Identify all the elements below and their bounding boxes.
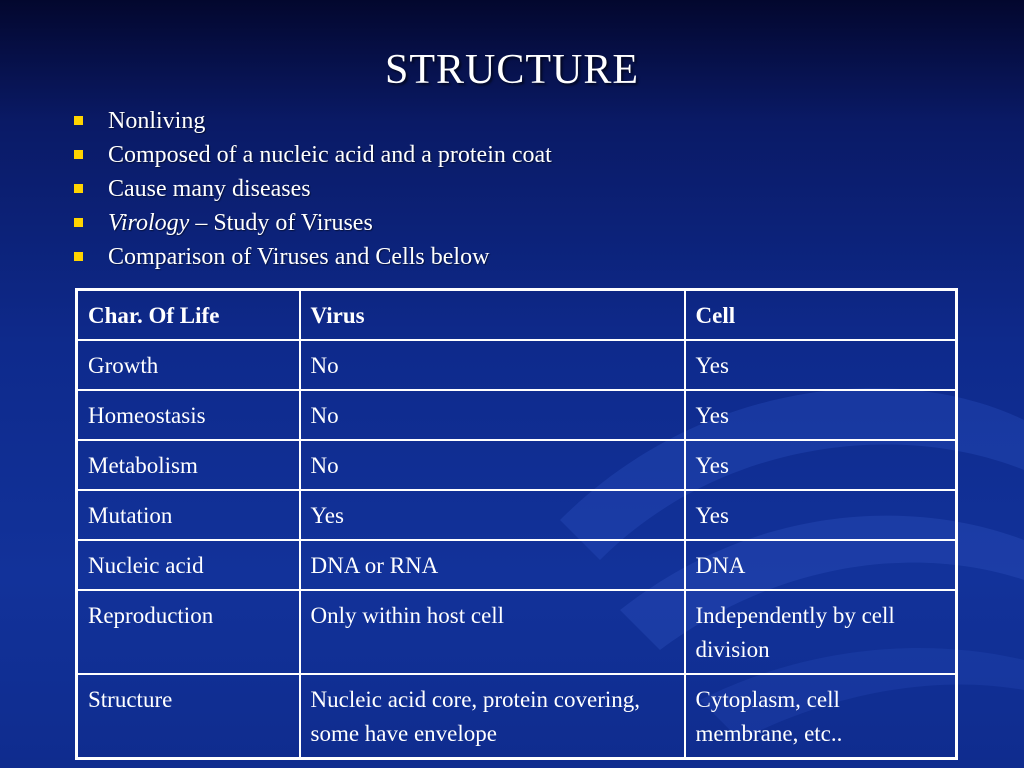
table-cell: Yes <box>685 440 957 490</box>
table-cell: Yes <box>685 390 957 440</box>
table-cell: Nucleic acid <box>77 540 300 590</box>
table-row <box>77 590 957 674</box>
table-cell: Reproduction <box>77 590 300 674</box>
table-row <box>77 490 957 540</box>
table-row <box>77 440 957 490</box>
bullet-text: – Study of Viruses <box>189 210 373 236</box>
table-cell: Growth <box>77 340 300 390</box>
bullet-list <box>72 104 972 274</box>
header-char-of-life: Char. Of Life <box>77 290 300 341</box>
bullet-term: Virology <box>108 210 190 236</box>
bullet-text: Comparison of Viruses and Cells below <box>108 244 490 270</box>
table-row <box>77 390 957 440</box>
table-cell: Cytoplasm, cell membrane, etc.. <box>685 674 957 759</box>
slide-title: STRUCTURE <box>384 47 640 93</box>
header-virus: Virus <box>300 290 685 341</box>
bullet-text: Nonliving <box>108 108 206 134</box>
bullet-item <box>72 172 972 206</box>
table-cell: No <box>300 390 685 440</box>
square-bullet-icon <box>74 116 83 125</box>
table-row <box>77 340 957 390</box>
table-cell: DNA <box>685 540 957 590</box>
bullet-item <box>72 240 972 274</box>
table-row <box>77 540 957 590</box>
table-cell: Mutation <box>77 490 300 540</box>
table-row <box>77 674 957 759</box>
header-cell: Cell <box>685 290 957 341</box>
square-bullet-icon <box>74 150 83 159</box>
table-cell: Yes <box>300 490 685 540</box>
table-cell: DNA or RNA <box>300 540 685 590</box>
table-cell: Independently by cell division <box>685 590 957 674</box>
bullet-text: Composed of a nucleic acid and a protein coat <box>108 142 552 168</box>
square-bullet-icon <box>74 252 83 261</box>
table-cell: Yes <box>685 490 957 540</box>
table-cell: Structure <box>77 674 300 759</box>
table-cell: No <box>300 440 685 490</box>
comparison-table-container <box>75 288 955 760</box>
table-header-row <box>77 290 957 341</box>
square-bullet-icon <box>74 184 83 193</box>
table-cell: Nucleic acid core, protein covering, some have envelope <box>300 674 685 759</box>
square-bullet-icon <box>74 218 83 227</box>
table-cell: Only within host cell <box>300 590 685 674</box>
table-cell: Metabolism <box>77 440 300 490</box>
table-cell: Homeostasis <box>77 390 300 440</box>
bullet-item <box>72 206 972 240</box>
table-cell: No <box>300 340 685 390</box>
table-cell: Yes <box>685 340 957 390</box>
comparison-table <box>75 288 958 760</box>
bullet-item <box>72 138 972 172</box>
bullet-item <box>72 104 972 138</box>
bullet-text: Cause many diseases <box>108 176 311 202</box>
